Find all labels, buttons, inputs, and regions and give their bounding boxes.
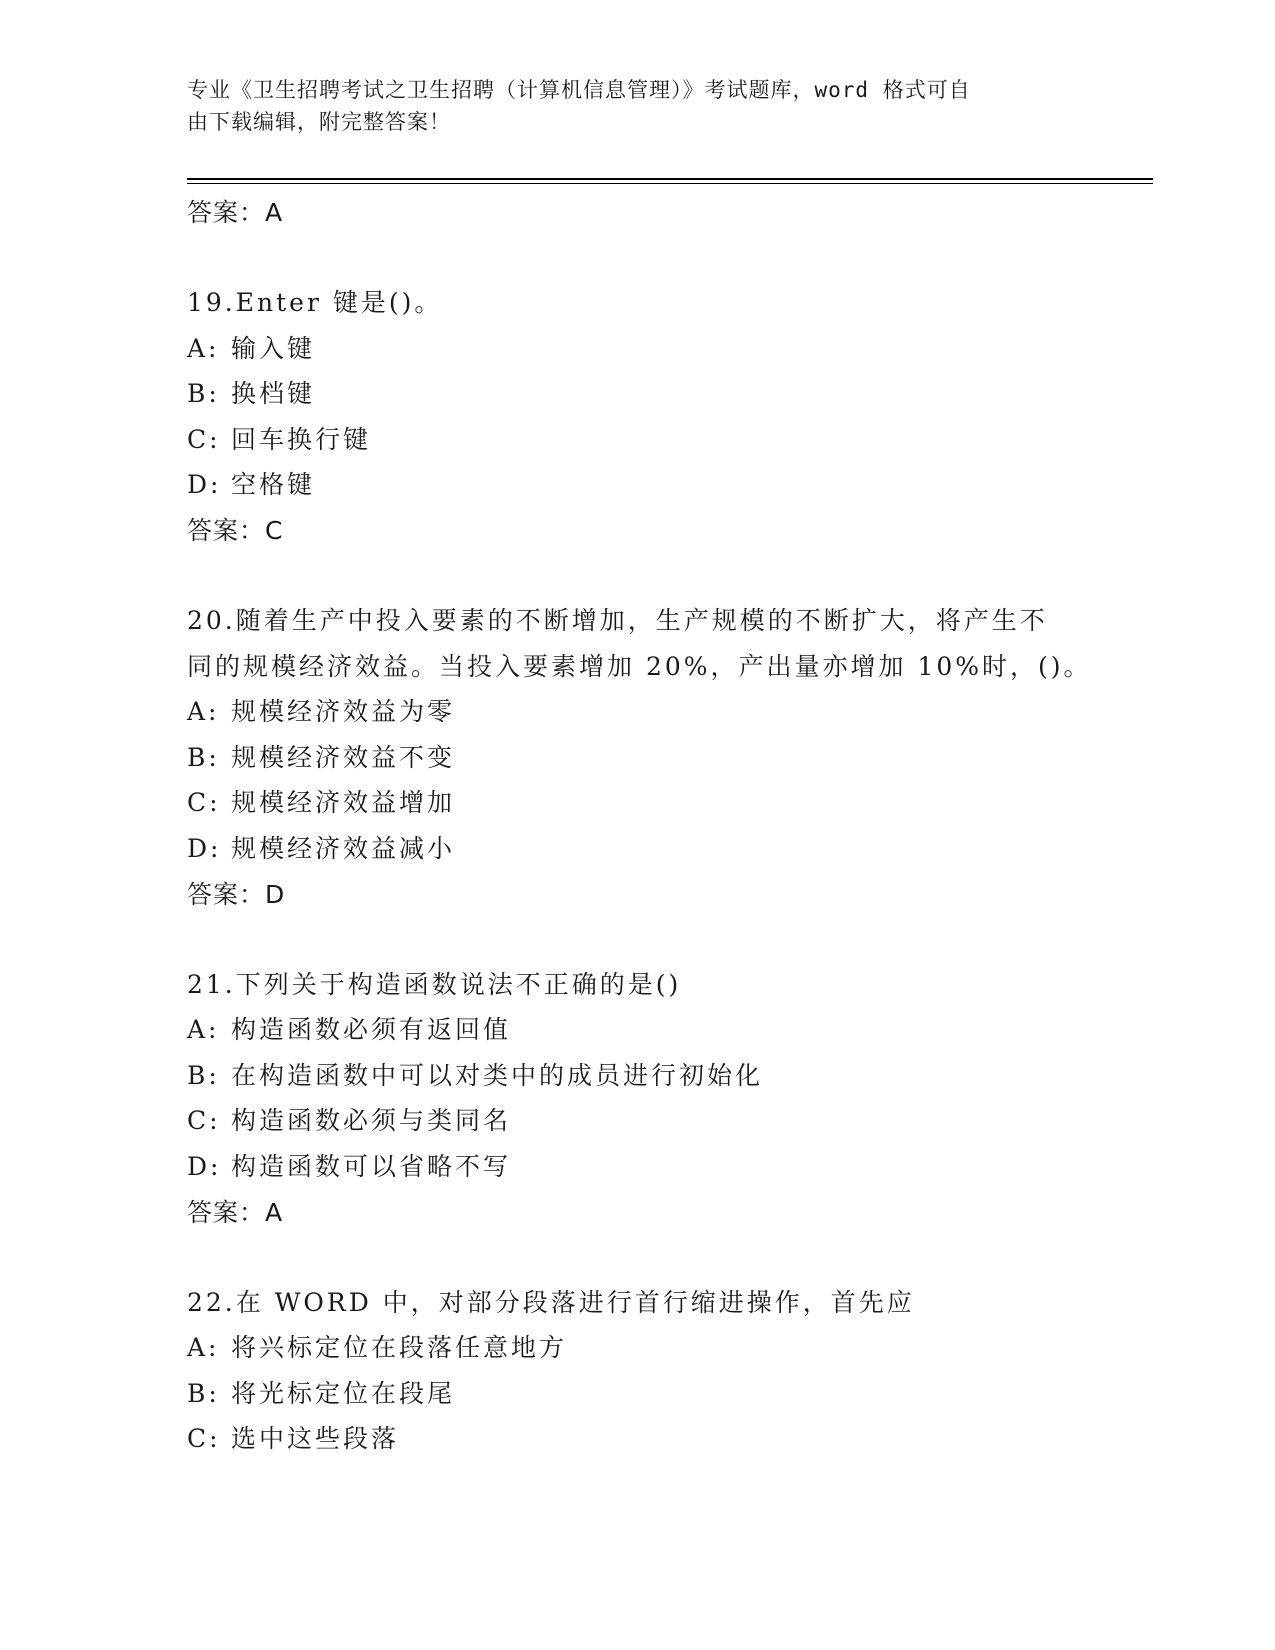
option-letter: B: — [187, 742, 220, 772]
option-text: 选中这些段落 — [231, 1424, 400, 1454]
question-22 — [187, 1280, 1087, 1462]
option-b — [187, 1053, 1087, 1099]
option-text: 将兴标定位在段落任意地方 — [231, 1333, 568, 1363]
option-text: 将光标定位在段尾 — [231, 1378, 456, 1408]
header-line-2: 由下载编辑，附完整答案！ — [187, 110, 451, 134]
question-text: 22.在 WORD 中，对部分段落进行首行缩进操作，首先应 — [187, 1287, 915, 1317]
option-c — [187, 417, 1087, 463]
option-c — [187, 780, 1087, 826]
option-text: 在构造函数中可以对类中的成员进行初始化 — [231, 1060, 764, 1090]
option-a — [187, 689, 1087, 735]
option-c — [187, 1416, 1087, 1462]
option-a — [187, 326, 1087, 372]
spacer — [187, 236, 1087, 280]
question-21 — [187, 962, 1087, 1236]
option-letter: A: — [187, 333, 220, 363]
option-d — [187, 1144, 1087, 1190]
question-list — [187, 190, 1092, 1462]
answer-block — [187, 190, 1087, 236]
option-letter: D: — [187, 1151, 222, 1181]
question-text: 20.随着生产中投入要素的不断增加，生产规模的不断扩大，将产生不 — [187, 605, 1048, 635]
option-letter: C: — [187, 1106, 221, 1136]
answer-line: 答案：A — [187, 198, 284, 227]
option-a — [187, 1007, 1087, 1053]
option-text: 构造函数必须有返回值 — [231, 1015, 512, 1045]
option-d — [187, 826, 1087, 872]
option-text: 输入键 — [231, 333, 316, 363]
question-text: 19.Enter 键是()。 — [187, 288, 443, 317]
option-text: 规模经济效益增加 — [231, 788, 456, 818]
header-divider-thin — [187, 183, 1153, 184]
question-20 — [187, 598, 1092, 918]
option-text: 构造函数可以省略不写 — [231, 1151, 512, 1181]
option-text: 规模经济效益减小 — [231, 833, 456, 863]
question-text: 同的规模经济效益。当投入要素增加 20%，产出量亦增加 10%时，()。 — [187, 651, 1092, 681]
option-text: 规模经济效益不变 — [231, 742, 456, 772]
option-letter: A: — [187, 697, 220, 727]
option-letter: A: — [187, 1015, 220, 1045]
option-text: 空格键 — [231, 470, 316, 500]
answer-line: 答案：C — [187, 515, 284, 545]
option-a — [187, 1325, 1087, 1371]
option-letter: C: — [187, 1424, 221, 1454]
option-text: 构造函数必须与类同名 — [231, 1106, 512, 1136]
option-letter: B: — [187, 1378, 220, 1408]
header-line-1: 专业《卫生招聘考试之卫生招聘（计算机信息管理）》考试题库，word 格式可自 — [187, 78, 971, 102]
spacer — [187, 554, 1087, 598]
option-letter: B: — [187, 379, 220, 409]
option-text: 换档键 — [231, 379, 316, 409]
option-b — [187, 1371, 1087, 1417]
option-text: 回车换行键 — [231, 424, 372, 454]
answer-line: 答案：A — [187, 1197, 284, 1227]
option-text: 规模经济效益为零 — [231, 697, 456, 727]
option-letter: B: — [187, 1060, 220, 1090]
option-letter: C: — [187, 424, 221, 454]
question-19 — [187, 280, 1087, 554]
spacer — [187, 1236, 1087, 1280]
option-b — [187, 735, 1087, 781]
option-b — [187, 371, 1087, 417]
option-letter: D: — [187, 833, 222, 863]
option-c — [187, 1098, 1087, 1144]
header-divider-thick — [187, 178, 1153, 180]
question-text: 21.下列关于构造函数说法不正确的是() — [187, 969, 682, 999]
option-letter: A: — [187, 1333, 220, 1363]
option-letter: C: — [187, 788, 221, 818]
document-header — [187, 74, 1067, 138]
option-d — [187, 462, 1087, 508]
option-letter: D: — [187, 470, 222, 500]
spacer — [187, 918, 1087, 962]
answer-line: 答案：D — [187, 879, 286, 909]
